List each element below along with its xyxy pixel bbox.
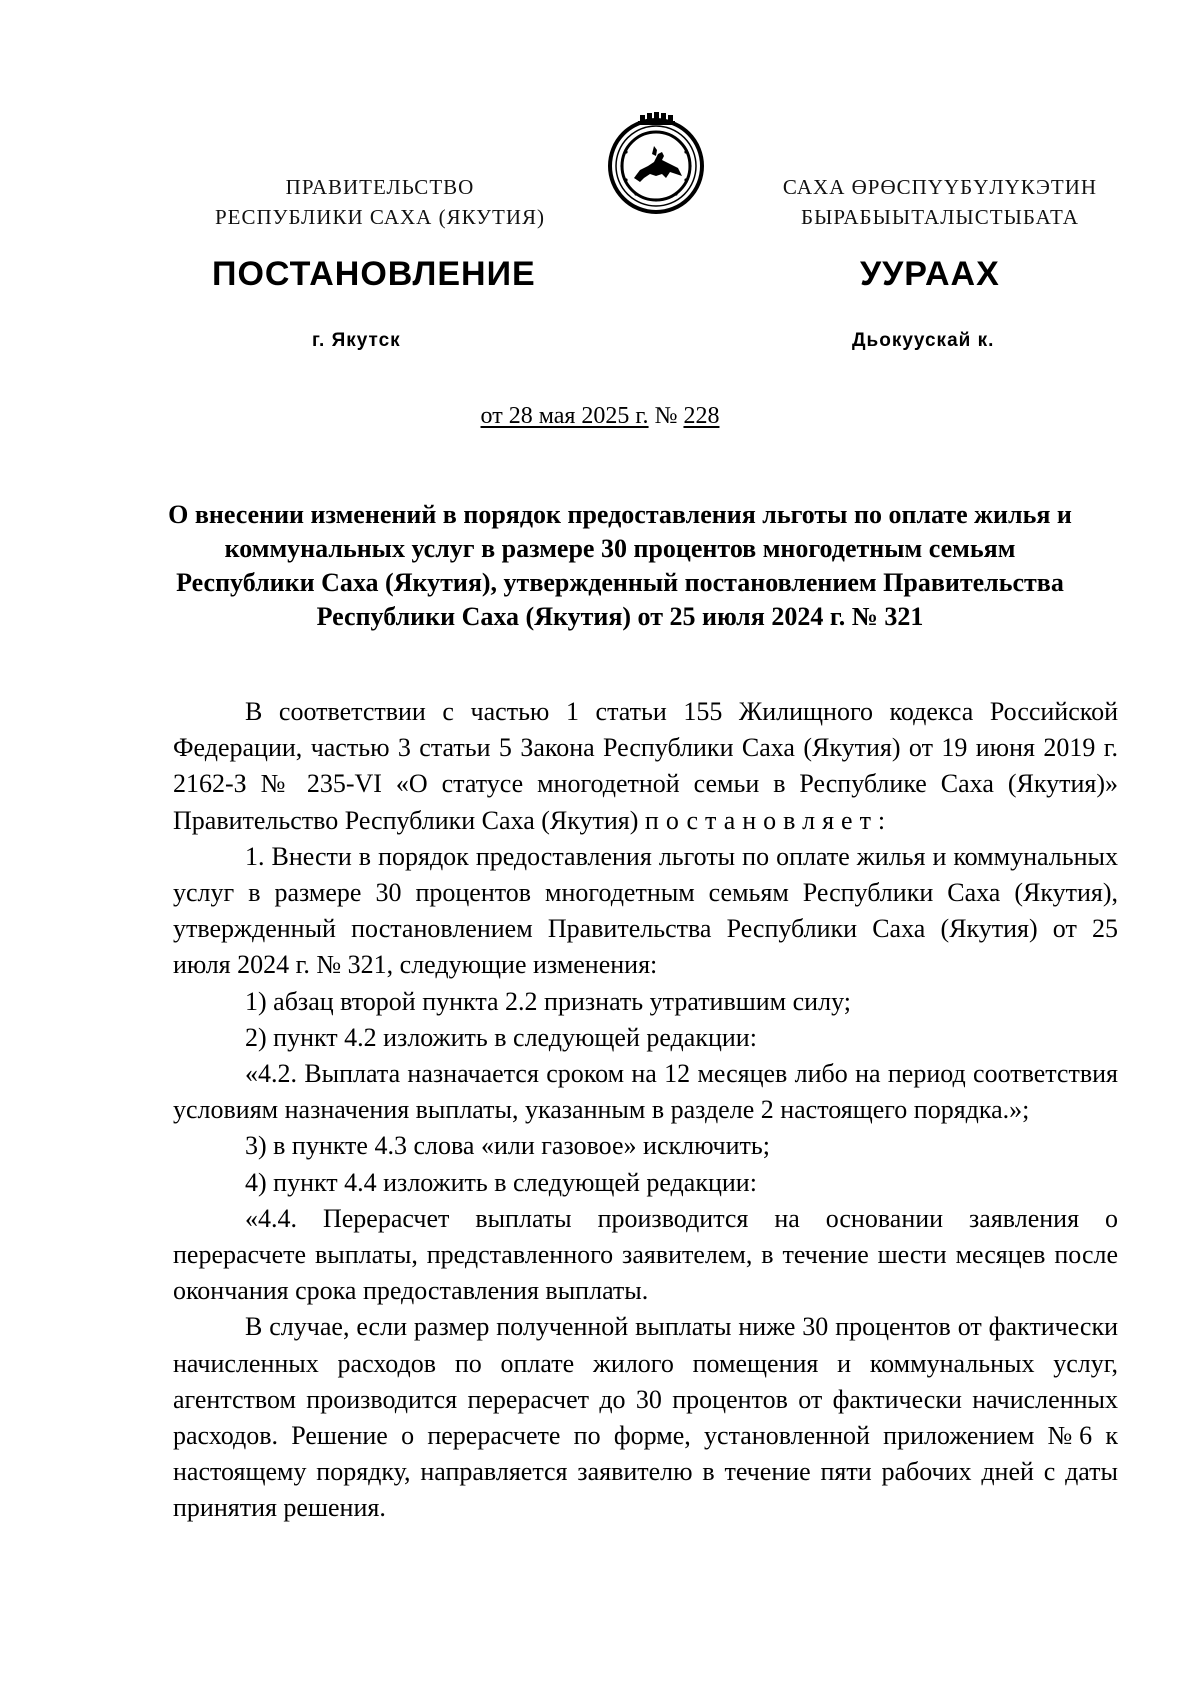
preamble-text: В соответствии с частью 1 статьи 155 Жилищного кодекса Российской Федерации, частью 3 статьи 5 Закона Республики Саха (Якутия) от 19 июня 2019 г. 2162-З № 235-VI «О статусе многодетной семьи в Республике Саха (Якутия)» Правительство Республики Саха (Якутия) — [173, 697, 1118, 835]
document-type-yakut: УУРААХ — [860, 255, 1000, 293]
paragraph-quote-4-4: «4.4. Перерасчет выплаты производится на основании заявления о перерасчете выплаты, представленного заявителем, в течение шести месяцев после окончания срока предоставления выплаты. — [173, 1203, 1118, 1306]
preamble-paragraph — [173, 694, 1118, 839]
issuer-line-2-yakut: БЫРАБЫЫТАЛЫСТЫБАТА — [801, 205, 1079, 229]
document-number: 228 — [683, 403, 720, 429]
document-title: О внесении изменений в порядок предоставления льготы по оплате жилья и коммунальных услуг в размере 30 процентов многодетным семьям Республики Саха (Якутия), утвержденный постановлением Правительства Республики Саха (Якутия) от 25 июля 2024 г. № 321 — [168, 500, 1072, 631]
paragraph-recalculation: В случае, если размер полученной выплаты ниже 30 процентов от фактически начисленных расходов по оплате жилого помещения и коммунальных услуг, агентством производится перерасчет до 30 процентов от фактически начисленных расходов. Решение о перерасчете по форме, установленной приложением №6 к настоящему порядку, направляется заявителю в течение пяти рабочих дней с даты принятия решения. — [173, 1312, 1118, 1523]
issuer-line-1: ПРАВИТЕЛЬСТВО — [285, 175, 475, 199]
paragraph-item-1: 1. Внести в порядок предоставления льготы по оплате жилья и коммунальных услуг в размере 30 процентов многодетным семьям Республики Саха (Якутия), утвержденный постановлением Правительства Республики Саха (Якутия) от 25 июля 2024 г. № 321, следующие изменения: — [173, 841, 1118, 980]
decree-word: постановляет: — [644, 805, 893, 835]
document-body — [173, 694, 1118, 1527]
paragraph-subitem-3: 3) в пункте 4.3 слова «или газовое» исключить; — [245, 1131, 770, 1161]
issuer-header-yakut — [730, 172, 1150, 232]
republic-emblem-icon — [604, 112, 708, 216]
issuer-line-1-yakut: САХА ӨРӨСПҮҮБҮЛҮКЭТИН — [782, 175, 1098, 199]
issuer-header-russian — [170, 172, 590, 232]
paragraph-quote-4-2: «4.2. Выплата назначается сроком на 12 месяцев либо на период соответствия условиям назначения выплаты, указанным в разделе 2 настоящего порядка.»; — [173, 1059, 1118, 1125]
paragraph-subitem-1: 1) абзац второй пункта 2.2 признать утратившим силу; — [245, 986, 851, 1016]
document-type-russian: ПОСТАНОВЛЕНИЕ — [212, 255, 536, 293]
issuer-line-2: РЕСПУБЛИКИ САХА (ЯКУТИЯ) — [214, 205, 546, 229]
city-yakut: Дьокуускай к. — [852, 330, 995, 351]
document-date: от 28 мая 2025 г. — [480, 403, 649, 429]
paragraph-subitem-4: 4) пункт 4.4 изложить в следующей редакции: — [245, 1167, 757, 1197]
city-russian: г. Якутск — [312, 330, 401, 351]
document-date-line — [0, 403, 1200, 430]
paragraph-subitem-2: 2) пункт 4.2 изложить в следующей редакции: — [245, 1022, 757, 1052]
number-sign: № — [654, 403, 678, 429]
